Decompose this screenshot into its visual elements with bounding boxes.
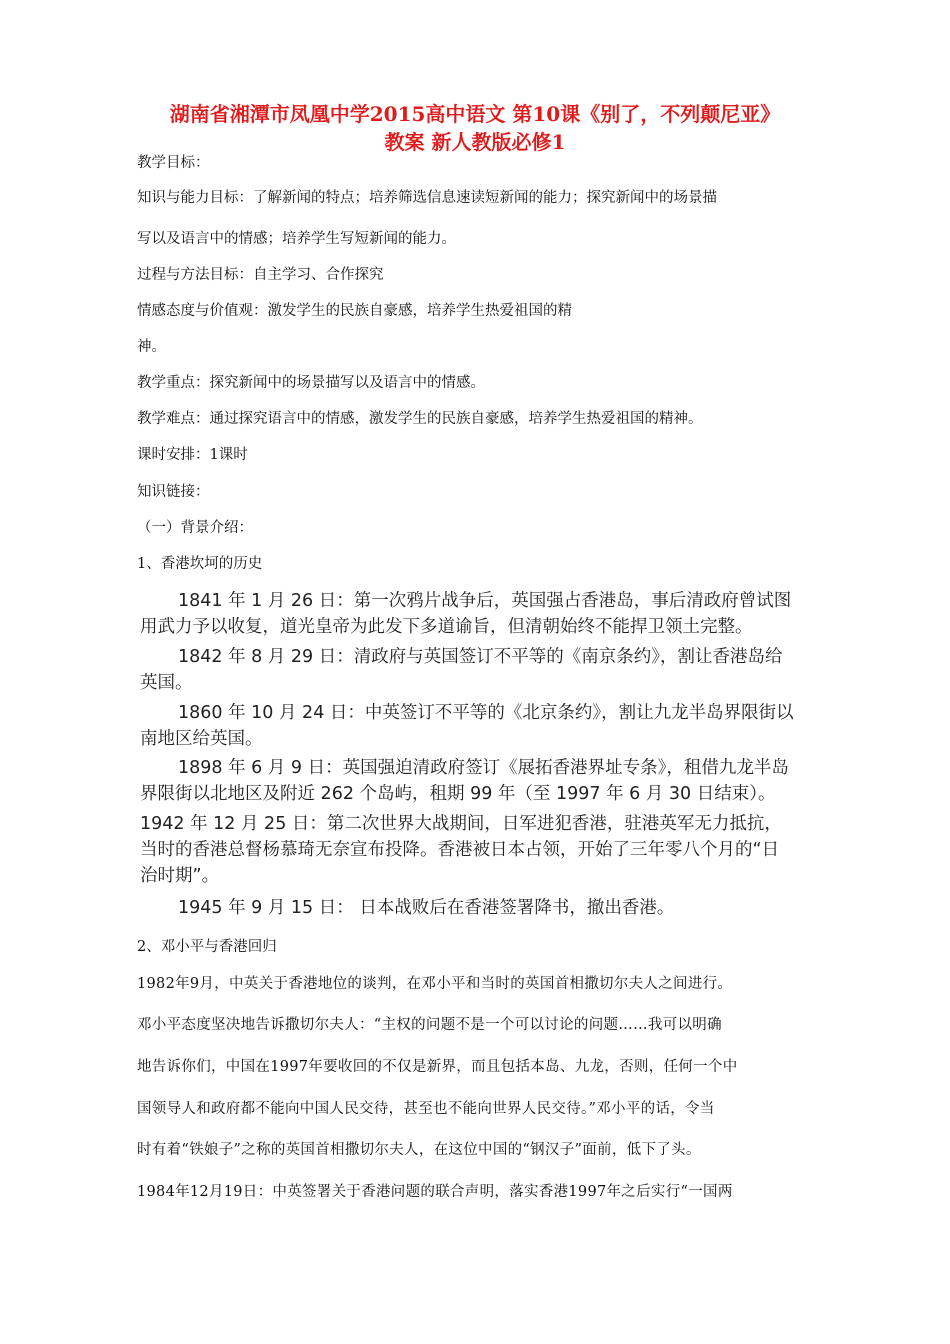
history-line: 英国。 — [140, 673, 193, 693]
emotion-goal-line-2: 神。 — [137, 339, 166, 355]
history-line: 当时的香港总督杨慕琦无奈宣布投降。香港被日本占领，开始了三年零八个月的“日 — [140, 840, 780, 860]
history-heading: 1、香港坎坷的历史 — [137, 556, 263, 572]
history-line: 1842 年 8 月 29 日：清政府与英国签订不平等的《南京条约》，割让香港岛给 — [178, 647, 783, 667]
deng-paragraph-line: 时有着“铁娘子”之称的英国首相撒切尔夫人，在这位中国的“钢汉子”面前，低下了头。 — [137, 1142, 701, 1158]
history-line: 1945 年 9 月 15 日： 日本战败后在香港签署降书，撤出香港。 — [178, 898, 675, 918]
title-line-2: 教案 新人教版必修1 — [384, 130, 566, 154]
key-point: 教学重点：探究新闻中的场景描写以及语言中的情感。 — [137, 375, 485, 391]
history-line: 用武力予以收复，道光皇帝为此发下多道谕旨，但清朝始终不能捍卫领土完整。 — [140, 617, 753, 637]
history-line: 1860 年 10 月 24 日：中英签订不平等的《北京条约》，割让九龙半岛界限街以 — [178, 703, 794, 723]
links-heading: 知识链接： — [137, 484, 210, 500]
process-goal: 过程与方法目标：自主学习、合作探究 — [137, 267, 384, 283]
goals-heading: 教学目标： — [137, 155, 210, 171]
history-line: 界限街以北地区及附近 262 个岛屿，租期 99 年（至 1997 年 6 月 30 日结束）。 — [140, 784, 776, 804]
history-line: 南地区给英国。 — [140, 729, 263, 749]
history-line: 1898 年 6 月 9 日：英国强迫清政府签订《展拓香港界址专条》，租借九龙半岛 — [178, 758, 789, 778]
schedule: 课时安排：1课时 — [137, 447, 248, 463]
difficulty: 教学难点：通过探究语言中的情感，激发学生的民族自豪感，培养学生热爱祖国的精神。 — [137, 411, 703, 427]
background-heading: （一）背景介绍： — [137, 520, 253, 536]
knowledge-goal-line-1: 知识与能力目标：了解新闻的特点；培养筛选信息速读短新闻的能力；探究新闻中的场景描 — [137, 190, 717, 206]
emotion-goal-line-1: 情感态度与价值观：激发学生的民族自豪感，培养学生热爱祖国的精 — [137, 303, 572, 319]
deng-paragraph-line: 1982年9月，中英关于香港地位的谈判，在邓小平和当时的英国首相撒切尔夫人之间进行。 — [137, 976, 733, 992]
deng-paragraph-line: 国领导人和政府都不能向中国人民交待，甚至也不能向世界人民交待。”邓小平的话，令当 — [137, 1101, 715, 1117]
document-title — [130, 100, 820, 156]
deng-paragraph-line: 1984年12月19日：中英签署关于香港问题的联合声明，落实香港1997年之后实行“一国两 — [137, 1184, 733, 1200]
history-line: 治时期”。 — [140, 866, 220, 886]
history-line: 1942 年 12 月 25 日：第二次世界大战期间，日军进犯香港，驻港英军无力抵抗， — [140, 814, 782, 834]
deng-heading: 2、邓小平与香港回归 — [137, 939, 277, 955]
deng-paragraph-line: 地告诉你们，中国在1997年要收回的不仅是新界，而且包括本岛、九龙，否则，任何一个中 — [137, 1059, 738, 1075]
knowledge-goal-line-2: 写以及语言中的情感；培养学生写短新闻的能力。 — [137, 231, 456, 247]
title-line-1: 湖南省湘潭市凤凰中学2015高中语文 第10课《别了，不列颠尼亚》 — [169, 102, 781, 126]
deng-paragraph-line: 邓小平态度坚决地告诉撒切尔夫人：“主权的问题不是一个可以讨论的问题……我可以明确 — [137, 1017, 722, 1033]
history-line: 1841 年 1 月 26 日：第一次鸦片战争后，英国强占香港岛，事后清政府曾试图 — [178, 591, 792, 611]
